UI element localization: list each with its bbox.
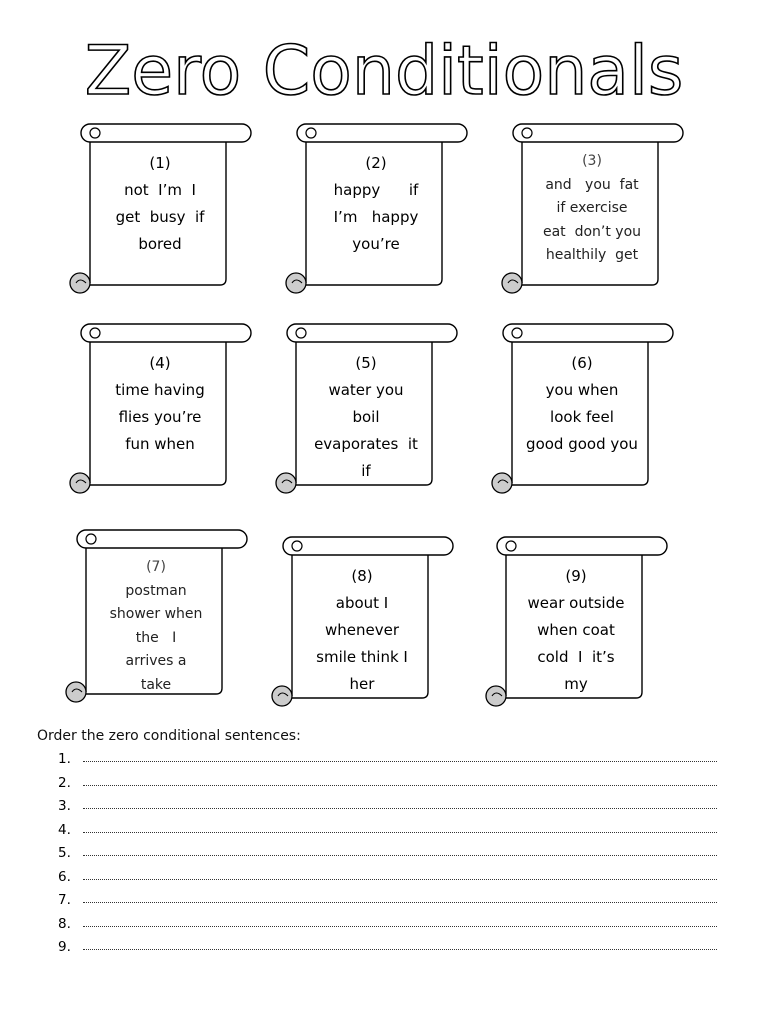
answer-line[interactable]	[83, 761, 717, 762]
scroll-word-line: and you fat	[545, 176, 639, 193]
scroll-word-line: postman	[125, 582, 187, 599]
answer-line[interactable]	[83, 785, 717, 786]
scroll-word-line: bored	[138, 235, 182, 253]
scroll-text	[86, 350, 234, 458]
scroll-word-line: boil	[352, 408, 380, 426]
scroll-word-line: eat don’t you	[542, 223, 642, 240]
scroll-card-5	[272, 322, 472, 512]
scroll-word-line: get busy if	[115, 208, 205, 226]
scroll-number: (4)	[149, 354, 171, 372]
answer-number: 6.	[58, 868, 71, 885]
scroll-text	[502, 563, 650, 698]
answer-line[interactable]	[83, 926, 717, 927]
scroll-word-line: shower when	[109, 606, 203, 622]
answer-line[interactable]	[83, 855, 717, 856]
scroll-text	[302, 150, 450, 258]
scroll-number: (2)	[365, 154, 387, 172]
scroll-word-line: wear outside	[527, 594, 625, 612]
scroll-number: (5)	[355, 354, 377, 372]
scroll-word-line: take	[140, 676, 172, 693]
answer-section	[37, 728, 717, 962]
scroll-card-4	[66, 322, 266, 512]
answer-number: 5.	[58, 845, 71, 861]
scroll-word-line: evaporates it	[314, 435, 418, 453]
scroll-word-line: my	[564, 675, 588, 693]
instructions: Order the zero conditional sentences:	[37, 728, 301, 744]
scroll-number: (6)	[571, 354, 593, 372]
scroll-number: (1)	[149, 154, 171, 172]
scroll-text	[518, 150, 666, 268]
answer-line[interactable]	[83, 808, 717, 809]
scroll-word-line: happy if	[333, 181, 419, 199]
scroll-word-line: look feel	[550, 408, 614, 426]
answer-number: 4.	[58, 821, 71, 838]
answer-row	[37, 915, 717, 939]
scroll-text	[288, 563, 436, 698]
scroll-card-9	[482, 535, 682, 725]
scroll-card-1	[66, 122, 266, 312]
scroll-word-line: if exercise	[556, 200, 628, 216]
scroll-card-7	[62, 528, 262, 718]
scroll-number: (7)	[146, 559, 166, 575]
scroll-word-line: her	[349, 675, 375, 693]
answer-row	[37, 891, 717, 915]
answer-row	[37, 797, 717, 821]
scroll-number: (8)	[351, 567, 373, 585]
scroll-word-line: water you	[328, 381, 404, 399]
scroll-word-line: not I’m I	[124, 181, 196, 199]
answer-line[interactable]	[83, 949, 717, 950]
scroll-word-line: cold I it’s	[537, 648, 615, 666]
scroll-word-line: you’re	[352, 235, 400, 253]
answer-row	[37, 774, 717, 798]
answer-line[interactable]	[83, 902, 717, 903]
scroll-word-line: whenever	[324, 621, 399, 639]
scroll-number: (9)	[565, 567, 587, 585]
scroll-word-line: smile think I	[316, 648, 408, 666]
scroll-word-line: flies you’re	[118, 408, 202, 426]
scroll-card-3	[498, 122, 698, 312]
answer-number: 2.	[58, 774, 71, 791]
scroll-number: (3)	[582, 153, 602, 169]
scroll-text	[86, 150, 234, 258]
answer-row	[37, 844, 717, 868]
answer-row	[37, 821, 717, 845]
scroll-word-line: time having	[115, 381, 205, 399]
answer-row	[37, 868, 717, 892]
scroll-card-2	[282, 122, 482, 312]
page-title	[0, 22, 768, 112]
title-text: Zero Conditionals	[84, 32, 684, 111]
answer-number: 3.	[58, 798, 71, 814]
answer-line[interactable]	[83, 879, 717, 880]
answer-number: 8.	[58, 915, 71, 932]
scroll-word-line: about I	[335, 594, 389, 612]
scroll-word-line: the I	[135, 629, 177, 646]
answer-row	[37, 938, 717, 962]
answer-number: 1.	[58, 751, 71, 767]
scroll-word-line: if	[361, 462, 371, 480]
scroll-card-6	[488, 322, 688, 512]
scroll-text	[82, 556, 230, 697]
scroll-word-line: I’m happy	[333, 208, 419, 226]
scroll-word-line: good good you	[526, 435, 638, 453]
answer-number: 9.	[58, 939, 71, 955]
scroll-word-line: healthily get	[545, 247, 639, 263]
answer-row	[37, 750, 717, 774]
scroll-word-line: you when	[545, 381, 619, 399]
scroll-card-8	[268, 535, 468, 725]
scroll-word-line: when coat	[537, 621, 615, 639]
scroll-text	[508, 350, 656, 458]
answer-number: 7.	[58, 892, 71, 908]
scroll-word-line: fun when	[125, 435, 195, 453]
answer-line[interactable]	[83, 832, 717, 833]
scroll-word-line: arrives a	[125, 653, 187, 669]
scroll-text	[292, 350, 440, 485]
